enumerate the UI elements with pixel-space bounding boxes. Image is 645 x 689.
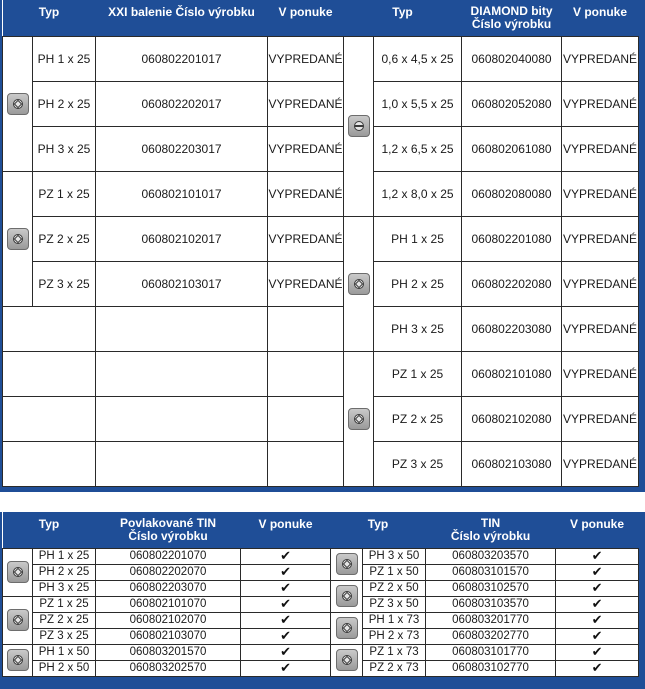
cell-cislo: 060802052080 [462, 81, 562, 126]
cell-ponuka: VYPREDANÉ [268, 126, 344, 171]
cell-typ: PZ 3 x 25 [33, 261, 96, 306]
cell-typ: PZ 2 x 25 [374, 396, 462, 441]
table-row [3, 36, 639, 81]
cell-typ: PH 1 x 73 [363, 612, 426, 628]
cell-typ: PH 1 x 25 [374, 216, 462, 261]
icon-cell [3, 644, 33, 676]
cell-cislo: 060803202570 [96, 660, 241, 676]
icon-cell [3, 548, 33, 596]
header-ponuka: V ponuke [241, 512, 331, 548]
cell-cislo: 060803202770 [426, 628, 556, 644]
empty-cell [96, 351, 268, 396]
cell-check [556, 644, 639, 660]
phillips-bit-icon [336, 553, 358, 575]
cell-typ: PZ 3 x 50 [363, 596, 426, 612]
cell-typ: PH 2 x 25 [33, 564, 96, 580]
check-icon: ✔ [280, 660, 291, 675]
empty-cell [3, 396, 96, 441]
cell-cislo: 060802101017 [96, 171, 268, 216]
empty-cell [96, 396, 268, 441]
bottom-header-row [3, 512, 639, 548]
check-icon: ✔ [280, 564, 291, 579]
cell-typ: PH 2 x 50 [33, 660, 96, 676]
cell-check [241, 596, 331, 612]
top-table [2, 0, 639, 487]
cell-cislo: 060802102017 [96, 216, 268, 261]
table-row [3, 396, 639, 441]
cell-typ: PZ 1 x 50 [363, 564, 426, 580]
empty-cell [96, 306, 268, 351]
header-cislo [96, 512, 241, 548]
table-row [3, 580, 639, 596]
cell-cislo: 060802103080 [462, 441, 562, 486]
cell-cislo: 060803103570 [426, 596, 556, 612]
check-icon: ✔ [591, 548, 603, 563]
check-icon: ✔ [591, 660, 603, 675]
icon-cell [331, 548, 363, 580]
cell-ponuka: VYPREDANÉ [268, 36, 344, 81]
cell-typ: PZ 1 x 25 [374, 351, 462, 396]
cell-ponuka: VYPREDANÉ [562, 396, 639, 441]
cell-check [556, 660, 639, 676]
header-cislo-line1: Povlakované TIN [119, 515, 217, 530]
cell-cislo: 060802080080 [462, 171, 562, 216]
cell-typ: 1,2 x 6,5 x 25 [374, 126, 462, 171]
cell-ponuka: VYPREDANÉ [562, 441, 639, 486]
cell-cislo: 060802202017 [96, 81, 268, 126]
check-icon: ✔ [591, 580, 603, 595]
phillips-bit-icon [336, 617, 358, 639]
cell-cislo: 060803101570 [426, 564, 556, 580]
header-ponuka: V ponuke [562, 0, 639, 36]
cell-cislo: 060802040080 [462, 36, 562, 81]
phillips-bit-icon [7, 561, 29, 583]
cell-ponuka: VYPREDANÉ [562, 261, 639, 306]
table-row [3, 351, 639, 396]
cell-ponuka: VYPREDANÉ [562, 216, 639, 261]
cell-cislo: 060802201080 [462, 216, 562, 261]
header-typ: Typ [3, 512, 96, 548]
cell-ponuka: VYPREDANÉ [268, 216, 344, 261]
icon-cell [3, 171, 33, 306]
cell-typ: PH 1 x 50 [33, 644, 96, 660]
cell-typ: PH 3 x 25 [374, 306, 462, 351]
cell-cislo: 060802061080 [462, 126, 562, 171]
header-ponuka: V ponuke [556, 512, 639, 548]
cell-ponuka: VYPREDANÉ [268, 261, 344, 306]
header-cislo [462, 0, 562, 36]
phillips-bit-icon [7, 649, 29, 671]
check-icon: ✔ [280, 628, 291, 643]
pozidriv-bit-icon [336, 649, 358, 671]
cell-check [241, 564, 331, 580]
cell-check [556, 564, 639, 580]
bottom-panel [0, 512, 645, 689]
check-icon: ✔ [591, 596, 603, 611]
pozidriv-bit-icon [7, 228, 29, 250]
cell-check [241, 644, 331, 660]
cell-check [556, 596, 639, 612]
empty-cell [3, 306, 96, 351]
icon-cell [344, 351, 374, 486]
cell-typ: PH 1 x 25 [33, 548, 96, 564]
cell-ponuka: VYPREDANÉ [562, 351, 639, 396]
cell-typ: PH 3 x 25 [33, 126, 96, 171]
bottom-table [2, 512, 639, 677]
slotted-bit-icon [348, 115, 370, 137]
empty-cell [96, 441, 268, 486]
cell-check [556, 580, 639, 596]
cell-ponuka: VYPREDANÉ [268, 171, 344, 216]
table-row [3, 126, 639, 171]
table-row [3, 216, 639, 261]
empty-cell [268, 351, 344, 396]
header-cislo-line2: Číslo výrobku [471, 16, 552, 31]
table-row [3, 612, 639, 628]
cell-ponuka: VYPREDANÉ [562, 81, 639, 126]
empty-cell [3, 441, 96, 486]
cell-cislo: 060803203570 [426, 548, 556, 564]
header-cislo [426, 512, 556, 548]
header-cislo-line1: DIAMOND bity [470, 3, 553, 18]
pozidriv-bit-icon [336, 585, 358, 607]
cell-typ: 1,2 x 8,0 x 25 [374, 171, 462, 216]
cell-typ: PZ 2 x 25 [33, 216, 96, 261]
cell-typ: PZ 1 x 73 [363, 644, 426, 660]
cell-check [241, 628, 331, 644]
check-icon: ✔ [591, 564, 603, 579]
cell-ponuka: VYPREDANÉ [268, 81, 344, 126]
cell-typ: PH 1 x 25 [33, 36, 96, 81]
table-row [3, 548, 639, 564]
cell-cislo: 060802103070 [96, 628, 241, 644]
cell-check [556, 612, 639, 628]
pozidriv-bit-icon [7, 609, 29, 631]
empty-cell [268, 396, 344, 441]
cell-cislo: 060802103017 [96, 261, 268, 306]
cell-typ: PZ 3 x 25 [374, 441, 462, 486]
table-row [3, 596, 639, 612]
cell-typ: PH 3 x 25 [33, 580, 96, 596]
header-typ: Typ [331, 512, 426, 548]
phillips-bit-icon [7, 93, 29, 115]
cell-cislo: 060803102570 [426, 580, 556, 596]
table-row [3, 564, 639, 580]
cell-typ: PH 2 x 25 [374, 261, 462, 306]
cell-ponuka: VYPREDANÉ [562, 171, 639, 216]
cell-typ: PZ 3 x 25 [33, 628, 96, 644]
phillips-bit-icon [348, 273, 370, 295]
header-typ: Typ [344, 0, 462, 36]
cell-cislo: 060802102080 [462, 396, 562, 441]
cell-typ: PZ 1 x 25 [33, 596, 96, 612]
cell-cislo: 060802203070 [96, 580, 241, 596]
header-cislo-line2: Číslo výrobku [128, 528, 208, 543]
cell-check [556, 548, 639, 564]
cell-typ: PH 2 x 25 [33, 81, 96, 126]
cell-ponuka: VYPREDANÉ [562, 126, 639, 171]
empty-cell [3, 351, 96, 396]
icon-cell [331, 644, 363, 676]
cell-check [556, 628, 639, 644]
icon-cell [331, 612, 363, 644]
check-icon: ✔ [280, 548, 291, 563]
cell-typ: PZ 2 x 50 [363, 580, 426, 596]
empty-cell [268, 441, 344, 486]
header-ponuka: V ponuke [268, 0, 344, 36]
cell-typ: 1,0 x 5,5 x 25 [374, 81, 462, 126]
table-row [3, 660, 639, 676]
cell-ponuka: VYPREDANÉ [562, 36, 639, 81]
cell-cislo: 060803101770 [426, 644, 556, 660]
table-row [3, 171, 639, 216]
cell-cislo: 060802102070 [96, 612, 241, 628]
check-icon: ✔ [591, 628, 603, 643]
table-row [3, 644, 639, 660]
pozidriv-bit-icon [348, 408, 370, 430]
table-row [3, 306, 639, 351]
cell-typ: PH 2 x 73 [363, 628, 426, 644]
check-icon: ✔ [280, 612, 291, 627]
cell-typ: PZ 2 x 25 [33, 612, 96, 628]
icon-cell [3, 36, 33, 171]
table-row [3, 81, 639, 126]
check-icon: ✔ [280, 644, 291, 659]
check-icon: ✔ [591, 644, 603, 659]
empty-cell [268, 306, 344, 351]
header-cislo: XXI balenie Číslo výrobku [96, 0, 268, 36]
cell-ponuka: VYPREDANÉ [562, 306, 639, 351]
icon-cell [344, 216, 374, 351]
check-icon: ✔ [280, 596, 291, 611]
check-icon: ✔ [280, 580, 291, 595]
table-row [3, 441, 639, 486]
cell-cislo: 060802202080 [462, 261, 562, 306]
cell-typ: PH 3 x 50 [363, 548, 426, 564]
top-header-row [3, 0, 639, 36]
cell-typ: 0,6 x 4,5 x 25 [374, 36, 462, 81]
cell-cislo: 060803102770 [426, 660, 556, 676]
cell-check [241, 660, 331, 676]
cell-cislo: 060802202070 [96, 564, 241, 580]
header-cislo-line1: TIN [480, 515, 501, 530]
cell-check [241, 580, 331, 596]
cell-typ: PZ 1 x 25 [33, 171, 96, 216]
cell-cislo: 060802201017 [96, 36, 268, 81]
cell-cislo: 060803201570 [96, 644, 241, 660]
icon-cell [3, 596, 33, 644]
cell-cislo: 060802101080 [462, 351, 562, 396]
cell-cislo: 060802203080 [462, 306, 562, 351]
table-row [3, 261, 639, 306]
table-row [3, 628, 639, 644]
cell-cislo: 060802201070 [96, 548, 241, 564]
cell-check [241, 548, 331, 564]
cell-cislo: 060803201770 [426, 612, 556, 628]
check-icon: ✔ [591, 612, 603, 627]
icon-cell [331, 580, 363, 612]
cell-check [241, 612, 331, 628]
header-cislo-line2: Číslo výrobku [450, 528, 531, 543]
cell-typ: PZ 2 x 73 [363, 660, 426, 676]
cell-cislo: 060802101070 [96, 596, 241, 612]
header-typ: Typ [3, 0, 96, 36]
icon-cell [344, 36, 374, 216]
cell-cislo: 060802203017 [96, 126, 268, 171]
